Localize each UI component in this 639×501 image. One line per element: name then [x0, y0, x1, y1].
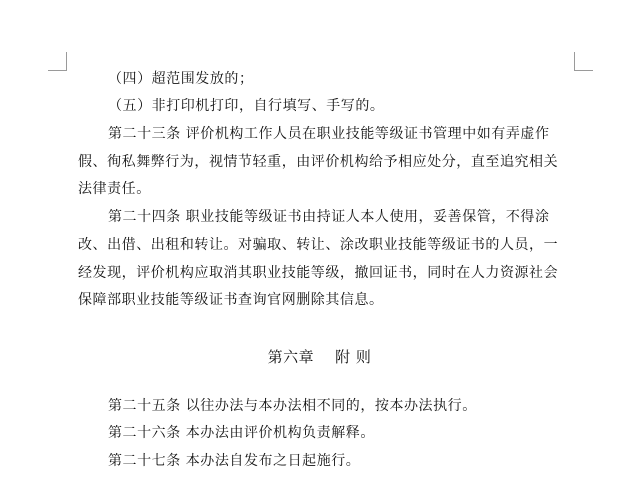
article-23-line-2: 假、徇私舞弊行为，视情节轻重，由评价机构给予相应处分，直至追究相关 [78, 154, 559, 170]
item-five: （五）非打印机打印，自行填写、手写的。 [108, 98, 385, 114]
article-24-line-3: 经发现，评价机构应取消其职业技能等级，撤回证书，同时在人力资源社会 [78, 265, 559, 281]
margin-corner-top-left [48, 52, 67, 71]
article-24-line-4: 保障部职业技能等级证书查询官网删除其信息。 [78, 292, 384, 308]
article-24-line-1: 第二十四条 职业技能等级证书由持证人本人使用，妥善保管，不得涂 [108, 209, 550, 225]
article-27: 第二十七条 本办法自发布之日起施行。 [108, 453, 361, 469]
article-25: 第二十五条 以往办法与本办法相不同的，按本办法执行。 [108, 398, 477, 414]
article-26: 第二十六条 本办法由评价机构负责解释。 [108, 425, 375, 441]
article-24-line-2: 改、出借、出租和转让。对骗取、转让、涂改职业技能等级证书的人员，一 [78, 237, 559, 253]
item-four: （四）超范围发放的； [108, 71, 254, 87]
margin-corner-top-right [574, 52, 593, 71]
article-23-line-1: 第二十三条 评价机构工作人员在职业技能等级证书管理中如有弄虚作 [108, 126, 550, 142]
article-23-line-3: 法律责任。 [78, 181, 151, 197]
chapter-title: 第六章 附 则 [267, 348, 372, 366]
